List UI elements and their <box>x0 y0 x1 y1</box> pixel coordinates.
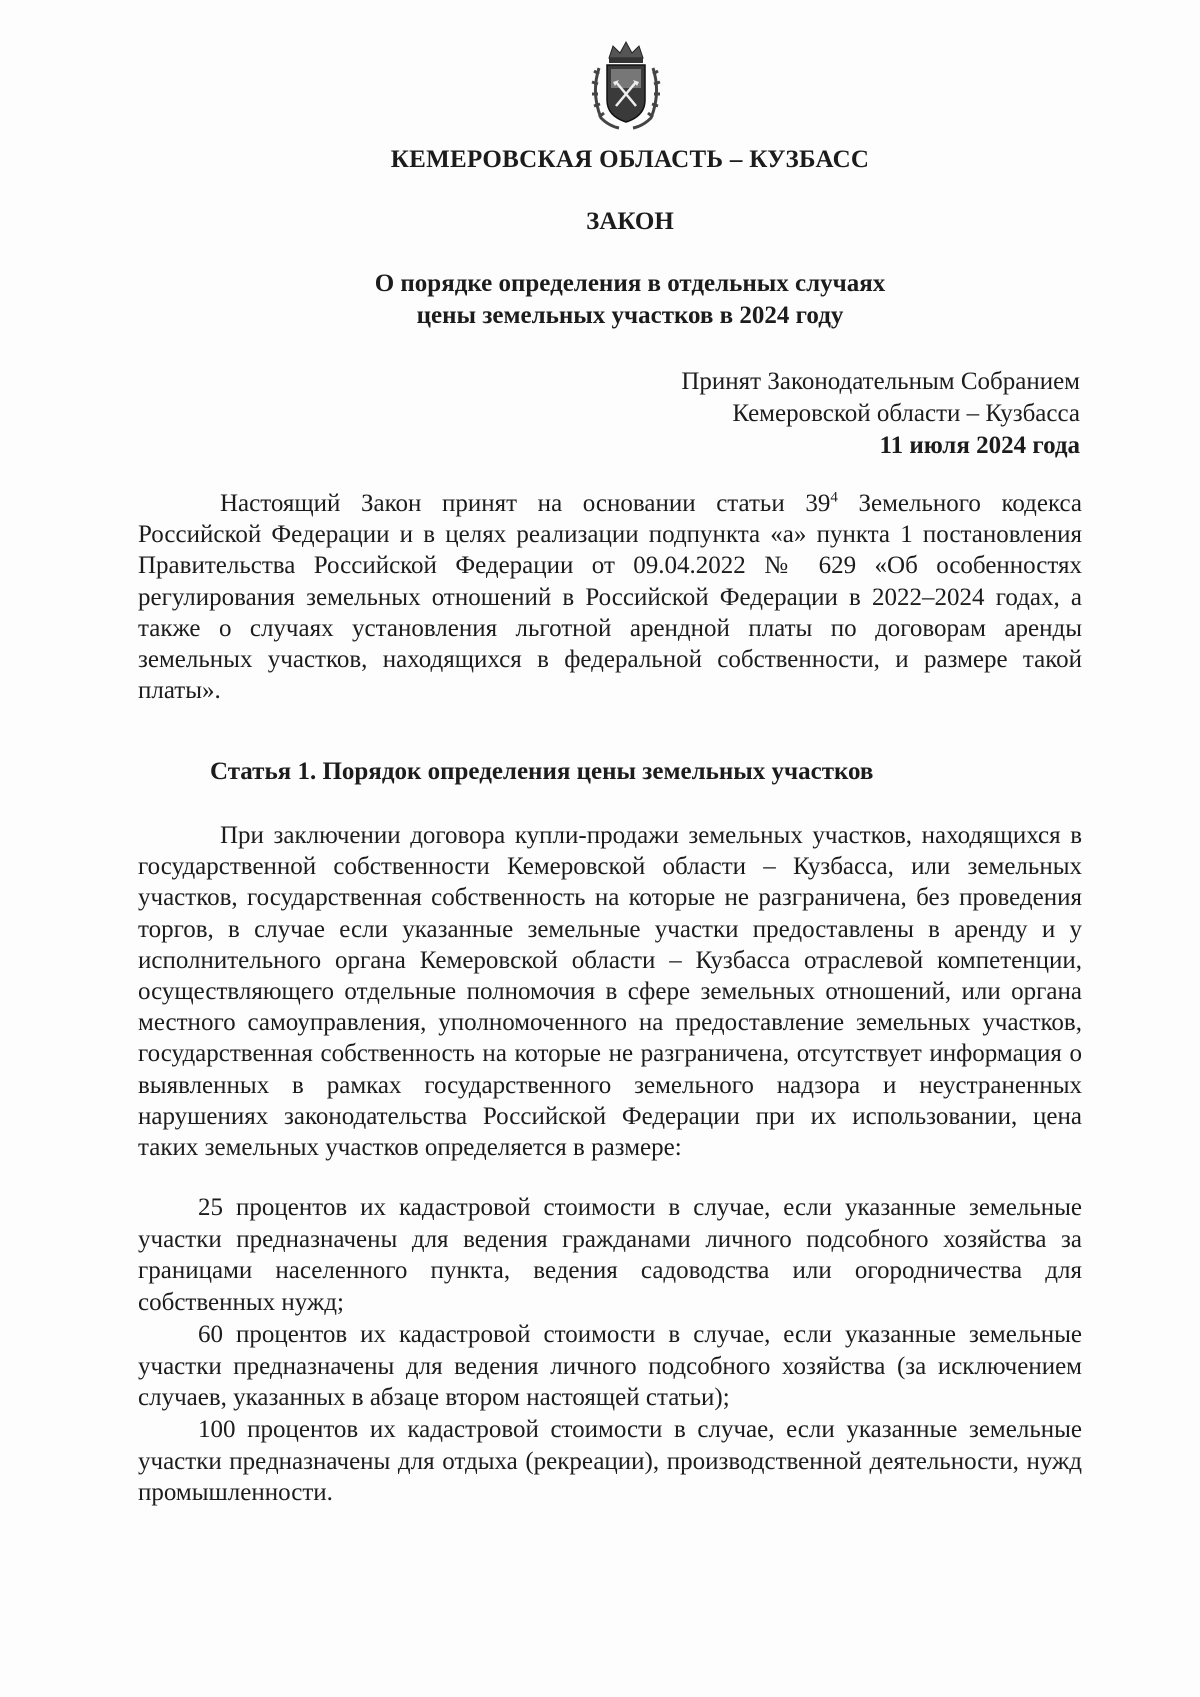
article-1-item-60-percent: 60 процентов их кадастровой стоимости в случае, если указанные земельные участки предназначены для ведения личного подсобного хозяйства (за исключением случаев, указанных в абзаце втором настоящей статьи); <box>138 1321 1082 1411</box>
article-1-title: Статья 1. Порядок определения цены земельных участков <box>210 758 874 785</box>
article-1-main-paragraph: При заключении договора купли-продажи земельных участков, находящихся в государственной собственности Кемеровской области – Кузбасса, или земельных участков, государственная собственность на которые не разграничена, без проведения торгов, в случае если указанные земельные участки предоставлены в аренду и у исполнительного органа Кемеровской области – Кузбасса отраслевой компетенции, осуществляющего отдельные полномочия в сфере земельных отношений, или органа местного самоуправления, уполномоченного на предоставление земельных участков, государственная собственность на которые не разграничена, отсутствует информация о выявленных в рамках государственного земельного надзора и неустраненных нарушениях законодательства Российской Федерации при их использовании, цена таких земельных участков определяется в размере: <box>138 822 1082 1162</box>
document-type-heading: ЗАКОН <box>586 208 674 235</box>
region-heading: КЕМЕРОВСКАЯ ОБЛАСТЬ – КУЗБАСС <box>390 146 870 173</box>
adoption-block <box>681 366 1080 462</box>
law-title-line-2: цены земельных участков в 2024 году <box>416 302 844 329</box>
adoption-line-2: Кемеровской области – Кузбасса <box>732 400 1080 427</box>
article-1-item-25-percent: 25 процентов их кадастровой стоимости в случае, если указанные земельные участки предназначены для ведения гражданами личного подсобного хозяйства за границами населенного пункта, ведения садоводства или огородничества для собственных нужд; <box>138 1194 1082 1316</box>
preamble-text-part1: Настоящий Закон принят на основании статьи 39 <box>220 490 831 517</box>
adoption-line-1: Принят Законодательным Собранием <box>681 368 1080 395</box>
law-title <box>130 268 1130 332</box>
article-superscript: 4 <box>830 489 838 506</box>
preamble-paragraph <box>138 488 1082 706</box>
preamble-text-part2: Земельного кодекса Российской Федерации и в целях реализации подпункта «а» пункта 1 постановления Правительства Российской Федерации от 09.04.2022 № 629 «Об особенностях регулирования земельных отношений в Российской Федерации в 2022–2024 годах, а также о случаях установления льготной арендной платы по договорам аренды земельных участков, находящихся в федеральной собственности, и размере такой платы». <box>138 490 1082 705</box>
article-1-item-100-percent: 100 процентов их кадастровой стоимости в случае, если указанные земельные участки предназначены для отдыха (рекреации), производственной деятельности, нужд промышленности. <box>138 1416 1082 1506</box>
coat-of-arms-icon <box>589 38 663 130</box>
law-title-line-1: О порядке определения в отдельных случаях <box>374 270 886 297</box>
adoption-date: 11 июля 2024 года <box>879 432 1080 459</box>
